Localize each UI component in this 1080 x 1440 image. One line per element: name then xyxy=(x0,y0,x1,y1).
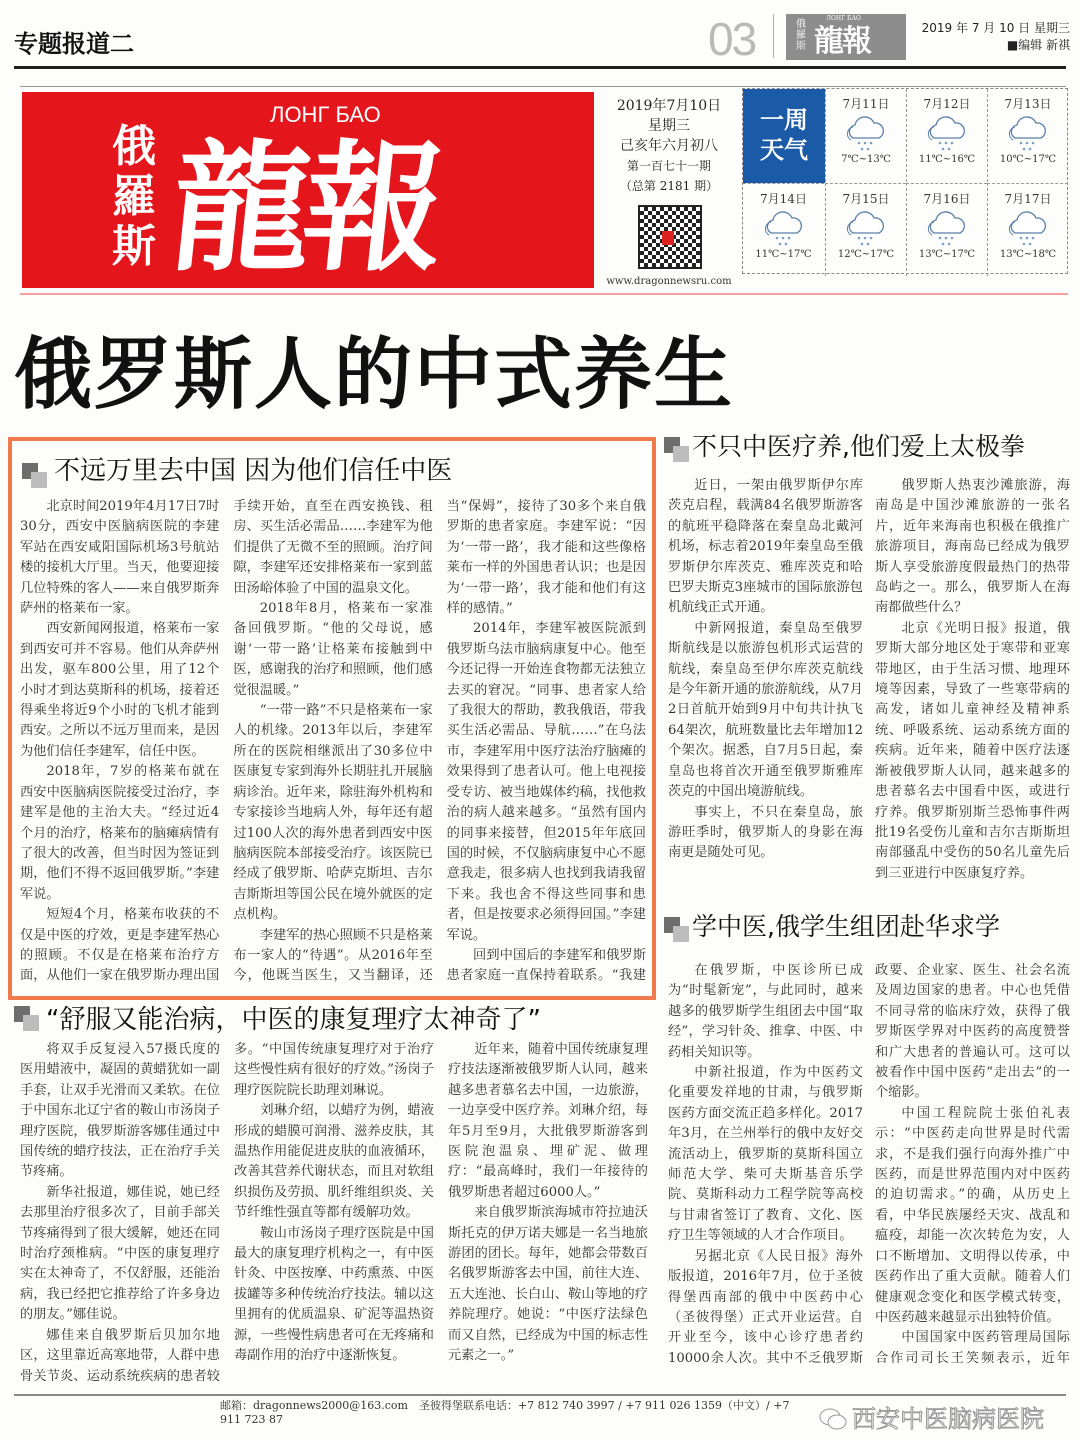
article-paragraph: 另据北京《人民日报》海外版报道，2016年7月，位于圣彼得堡西南部的俄中中医药中心（圣彼得堡）正式开业运营。自开业至今，该中心诊疗患者约10000余人次。其中不乏俄罗斯政要、企业家、医生、社会名流及周边国家的患者。中心也凭借不同寻常的临床疗效，获得了俄罗斯医学界对中医药的高度赞誉和广大患者的普遍认可。这可以被看作中国中医药“走出去”的一个缩影。 xyxy=(668,963,1070,1366)
divider xyxy=(20,86,1066,87)
article-paragraph: 俄罗斯人热衷沙滩旅游，海南岛是中国沙滩旅游的一张名片，近年来海南也积极在俄推广旅游项目，海南岛已经成为俄罗斯人享受旅游度假最热门的热带岛屿之一。那么，俄罗斯人在海南都做些什么？ xyxy=(875,478,1070,616)
editor: ■编辑 新祺 xyxy=(1006,38,1070,52)
weekly-weather xyxy=(742,88,1068,274)
masthead-logo xyxy=(22,92,594,291)
section-square-icon xyxy=(22,463,48,489)
weather-day xyxy=(987,183,1068,276)
weather-date: 7月13日 xyxy=(1004,97,1052,111)
top-date: 2019 年 7 月 10 日 星期三 xyxy=(921,21,1070,35)
section-name: 专题报道二 xyxy=(14,30,134,58)
weather-temp: 12℃~17℃ xyxy=(837,249,895,260)
weather-date: 7月11日 xyxy=(842,97,890,111)
article-paragraph: 回到中国后的李建军和俄罗斯患者家庭一直保持着联系。“我建 xyxy=(446,947,646,984)
weather-temp: 13℃~17℃ xyxy=(918,249,976,260)
mini-logo-latin: ЛОНГ БАО xyxy=(826,15,861,22)
masthead-info xyxy=(596,96,742,196)
issue-number: 第一百七十一期 xyxy=(626,159,711,173)
article-title: 学中医,俄学生组团赴华求学 xyxy=(692,912,1000,941)
mini-logo-vertical: 俄羅斯 xyxy=(796,19,806,52)
section-square-icon xyxy=(14,1006,40,1032)
article-paragraph: 中新网报道，秦皇岛至俄罗斯航线是以旅游包机形式运营的航线，秦皇岛至伊尔库茨克航线是今年新开通的旅游航线，从7月2日首航开始到9月中旬共计执飞64架次，航班数量比去年增加12个架次。据悉，自7月5日起，秦皇岛也将首次开通至俄罗斯雅库茨克的中国出境游航线。 xyxy=(668,620,863,800)
article-paragraph: 鞍山市汤岗子理疗医院是中国最大的康复理疗机构之一，有中医针灸、中医按摩、中药熏蒸、中医拔罐等多种传统治疗技法。辅以这里拥有的优质温泉、矿泥等温热资源，一些慢性病患者可在无疼痛和毒副作用的治疗中逐渐恢复。 xyxy=(234,1225,434,1364)
article-body xyxy=(668,961,1070,1389)
website-url: www.dragonnewsru.com xyxy=(606,276,732,287)
cloud-rain-icon xyxy=(1005,209,1051,249)
article-title: “舒服又能治病，中医的康复理疗太神奇了” xyxy=(46,1005,541,1035)
masthead-latin-title: ЛОНГ БАО xyxy=(270,102,381,127)
article-paragraph: 刘琳介绍，以蜡疗为例，蜡液形成的蜡膜可润滑、滋养皮肤，其温热作用能促进皮肤的血液循环，改善其营养代谢状态，而且对软组织损伤及劳损、肌纤维组织炎、关节纤维性强直等都有缓解功效。 xyxy=(234,1103,434,1221)
weather-temp: 7℃~13℃ xyxy=(841,154,891,165)
wechat-icon xyxy=(818,1406,848,1432)
weather-title-line: 一周 xyxy=(760,106,808,134)
masthead-title: 龍報 xyxy=(163,127,445,291)
weather-temp: 11℃~16℃ xyxy=(918,154,976,165)
article-paragraph: 2014年，李建军被医院派到俄罗斯乌法市脑病康复中心。他至今还记得一开始连食物都无法独立去买的窘况。“同事、患者家人给了我很大的帮助，教我俄语，带我买生活必需品、导航……”在乌法市，李建军用中医疗法治疗脑瘫的效果得到了患者认可。他上电视接受专访、被当地媒体约稿，找他救治的病人越来越多。“虽然有国内的同事来接替，但2015年年底回国的时候，不仅脑病康复中心不愿意我走，很多病人也找到我请我留下来。我也舍不得这些同事和患者，但是按要求必须得回国。”李建军说。 xyxy=(446,621,646,943)
article-paragraph: 西安新闻网报道，格莱布一家到西安可并不容易。他们从奔萨州出发，驱车800公里，用了12个小时才到达莫斯科的机场，接着还得乘坐将近9个小时的飞机才能到西安。之所以不远万里而来，是因为他们信任李建军，信任中医。 xyxy=(20,621,220,759)
cloud-rain-icon xyxy=(761,209,807,249)
weather-date: 7月12日 xyxy=(923,97,971,111)
article-paragraph: 中新社报道，作为中医药文化重要发祥地的甘肃，与俄罗斯医药方面交流正趋多样化。2017年3月，在兰州举行的俄中友好交流活动上，俄罗斯的莫斯科国立师范大学、柴可夫斯基音乐学院、莫斯科动力工程学院等高校与甘肃省签订了教育、文化、医疗卫生等领域的人才合作项目。 xyxy=(668,1065,863,1244)
top-date-block xyxy=(922,20,1070,54)
mini-logo-name: 龍報 xyxy=(814,24,870,59)
article-body xyxy=(20,1040,648,1390)
weather-temp: 10℃~17℃ xyxy=(999,154,1057,165)
page-headline: 俄罗斯人的中式养生 xyxy=(14,330,735,420)
article-paragraph: 短短4个月，格莱布收获的不仅是中医的疗效，更是李建军热心的照顾。不仅是在格莱布治疗方面，从他们一家在俄罗斯办理出国手续开始，直至在西安换钱、租房、买生活必需品……李建军为他们提供了无微不至的照顾。治疗间隙，李建军还安排格莱布一家到蓝田汤峪体验了中国的温泉文化。 xyxy=(20,499,433,984)
weather-date: 7月14日 xyxy=(760,192,807,206)
divider xyxy=(20,293,1068,295)
weather-title xyxy=(743,89,825,183)
article-paragraph: 中国工程院院士张伯礼表示：“中医药走向世界是时代需求，不是我们强行向海外推广中医药，而是世界范围内对中医药的迫切需求。”的确，从历史上看，中华民族屡经天灾、战乱和瘟疫，却能一次次转危为安，人口不断增加、文明得以传承，中医药作出了重大贡献。随着人们健康观念变化和医学模式转变，中医药越来越显示出独特价值。 xyxy=(875,1105,1070,1325)
issue-weekday: 星期三 xyxy=(648,118,690,134)
divider xyxy=(773,14,774,58)
article-paragraph: 中国国家中医药管理局国际合作司司长王笑频表示，近年 xyxy=(875,1330,1070,1366)
cloud-rain-icon xyxy=(924,114,970,154)
article-paragraph: 北京《光明日报》报道，俄罗斯大部分地区处于寒带和亚寒带地区，由于生活习惯、地理环境等因素，导致了一些寒带病的高发，诸如儿童神经及精神系统、呼吸系统、运动系统方面的疾病。近年来，随着中医疗法逐渐被俄罗斯人认同，越来越多的患者慕名去中国看中医，或进行疗养。俄罗斯别斯兰恐怖事件两批19名受伤儿童和吉尔吉斯斯坦南部骚乱中受伤的50名儿童先后到三亚进行中医康复疗养。 xyxy=(875,620,1070,881)
cloud-rain-icon xyxy=(843,114,889,154)
weather-day xyxy=(906,183,987,276)
article-paragraph: 事实上，不只在秦皇岛，旅游旺季时，俄罗斯人的身影在海南更是随处可见。 xyxy=(668,804,863,861)
article-paragraph: 2018年，7岁的格莱布就在西安中医脑病医院接受过治疗，李建军是他的主治大夫。“经过近4个月的治疗，格莱布的脑瘫病情有了很大的改善，但当时因为签证到期，他们不得不返回俄罗斯。”李建军说。 xyxy=(20,764,220,902)
contact-footer: 邮箱：dragonnews2000@163.com 圣彼得堡联系电话：+7 812 740 3997 / +7 911 026 1359（中文）/ +7 911 723 87 xyxy=(220,1399,790,1426)
divider xyxy=(14,1394,1066,1396)
section-square-icon xyxy=(664,917,690,943)
weather-day xyxy=(987,89,1068,182)
qr-code-icon xyxy=(638,205,702,269)
article-body xyxy=(668,476,1070,889)
cloud-rain-icon xyxy=(924,209,970,249)
article-paragraph: 近日，一架由俄罗斯伊尔库茨克启程，载满84名俄罗斯游客的航班平稳降落在秦皇岛北戴河机场，标志着2019年秦皇岛至俄罗斯伊尔库茨克、雅库茨克和哈巴罗夫斯克3座城市的国际旅游包机航线正式开通。 xyxy=(668,478,863,616)
weather-date: 7月15日 xyxy=(842,192,890,206)
newspaper-mini-logo xyxy=(786,14,906,60)
article-paragraph: “一带一路”不只是格莱布一家人的机缘。2013年以后，李建军所在的医院相继派出了30多位中医康复专家到海外长期驻扎开展脑病诊治。近年来，除驻海外机构和专家接诊当地病人外，每年还有超过100人次的海外患者到西安中医脑病医院本部接受治疗。该医院已经成了俄罗斯、哈萨克斯坦、吉尔吉斯斯坦等国公民在境外就医的定点机构。 xyxy=(233,703,433,923)
issue-date: 2019年7月10日 xyxy=(616,98,722,114)
article-paragraph: 将双手反复浸入57摄氏度的医用蜡液中，凝固的黄蜡犹如一副手套，让双手光滑而又柔软。在位于中国东北辽宁省的鞍山市汤岗子理疗医院，俄罗斯游客娜佳通过中国传统的蜡疗技法，正在治疗手关节疼痛。 xyxy=(20,1042,220,1180)
article-paragraph: 娜佳来自俄罗斯后贝加尔地区，这里靠近高寒地带，人群中患骨关节炎、运动系统疾病的患者较多。“中国传统康复理疗对于治疗这些慢性病有很好的疗效。”汤岗子理疗医院院长助理刘琳说。 xyxy=(20,1042,434,1384)
masthead-vertical-title: 俄羅斯 xyxy=(112,121,156,272)
section-square-icon xyxy=(664,437,690,463)
cloud-rain-icon xyxy=(843,209,889,249)
weather-title-line: 天气 xyxy=(760,136,808,164)
divider xyxy=(14,66,1066,69)
article-body xyxy=(20,497,646,989)
weather-date: 7月17日 xyxy=(1004,192,1052,206)
article-paragraph: 在俄罗斯，中医诊所已成为“时髦新宠”，与此同时，越来越多的俄罗斯学生组团去中国“取经”，学习针灸、推拿、中医、中药相关知识等。 xyxy=(668,963,863,1060)
watermark: 西安中医脑病医院 xyxy=(852,1405,1044,1433)
page-number: 03 xyxy=(708,13,756,65)
weather-date: 7月16日 xyxy=(923,192,971,206)
article-paragraph: 近年来，随着中国传统康复理疗技法逐渐被俄罗斯人认同，越来越多患者慕名去中国，一边旅游，一边享受中医疗养。刘琳介绍，每年5月至9月，大批俄罗斯游客到医院泡温泉、埋矿泥、做理疗：“最高峰时，我们一年接待的俄罗斯患者超过6000人。” xyxy=(448,1042,648,1200)
weather-day xyxy=(825,89,906,182)
weather-temp: 13℃~18℃ xyxy=(999,249,1057,260)
issue-lunar-date: 己亥年六月初八 xyxy=(620,138,718,154)
weather-day xyxy=(825,183,906,276)
article-paragraph: 新华社报道，娜佳说，她已经去那里治疗很多次了，目前手部关节疼痛得到了很大缓解，她还在同时治疗颈椎病。“中医的康复理疗实在太神奇了，不仅舒服，还能治病，我已经把它推荐给了许多身边的朋友。”娜佳说。 xyxy=(20,1184,220,1323)
cloud-rain-icon xyxy=(1005,114,1051,154)
article-paragraph: 李建军的热心照顾不只是格莱布一家人的“待遇”。从2016年至今，他既当医生，又当翻译，还当“保姆”，接待了30多个来自俄罗斯的患者家庭。李建军说：“因为‘一带一路’，我才能和这些像格莱布一样的外国患者认识；也是因为‘一带一路’，我才能和他们有这样的感情。” xyxy=(233,499,646,984)
article-title: 不远万里去中国 因为他们信任中医 xyxy=(54,456,453,486)
weather-day xyxy=(743,183,824,276)
article-paragraph: 2018年8月，格莱布一家准备回俄罗斯。“他的父母说，感谢‘一带一路’让格莱布接触到中医，感谢我的治疗和照顾，他们感觉很温暖。” xyxy=(233,601,433,698)
article-paragraph: 北京时间2019年4月17日7时30分，西安中医脑病医院的李建军站在西安咸阳国际机场3号航站楼的接机大厅里。当天，他要迎接几位特殊的客人——来自俄罗斯奔萨州的格莱布一家。 xyxy=(20,499,220,617)
issue-total: （总第 2181 期） xyxy=(619,179,719,193)
weather-temp: 11℃~17℃ xyxy=(755,249,812,260)
weather-day xyxy=(906,89,987,182)
article-paragraph: 来自俄罗斯滨海城市符拉迪沃斯托克的伊万诺夫娜是一名当地旅游团的团长。每年，她都会带数百名俄罗斯游客去中国，前往大连、五大连池、长白山、鞍山等地的疗养院理疗。她说：“中医疗法绿色而又自然，已经成为中国的标志性元素之一。” xyxy=(448,1205,648,1364)
article-title: 不只中医疗养,他们爱上太极拳 xyxy=(692,432,1025,461)
